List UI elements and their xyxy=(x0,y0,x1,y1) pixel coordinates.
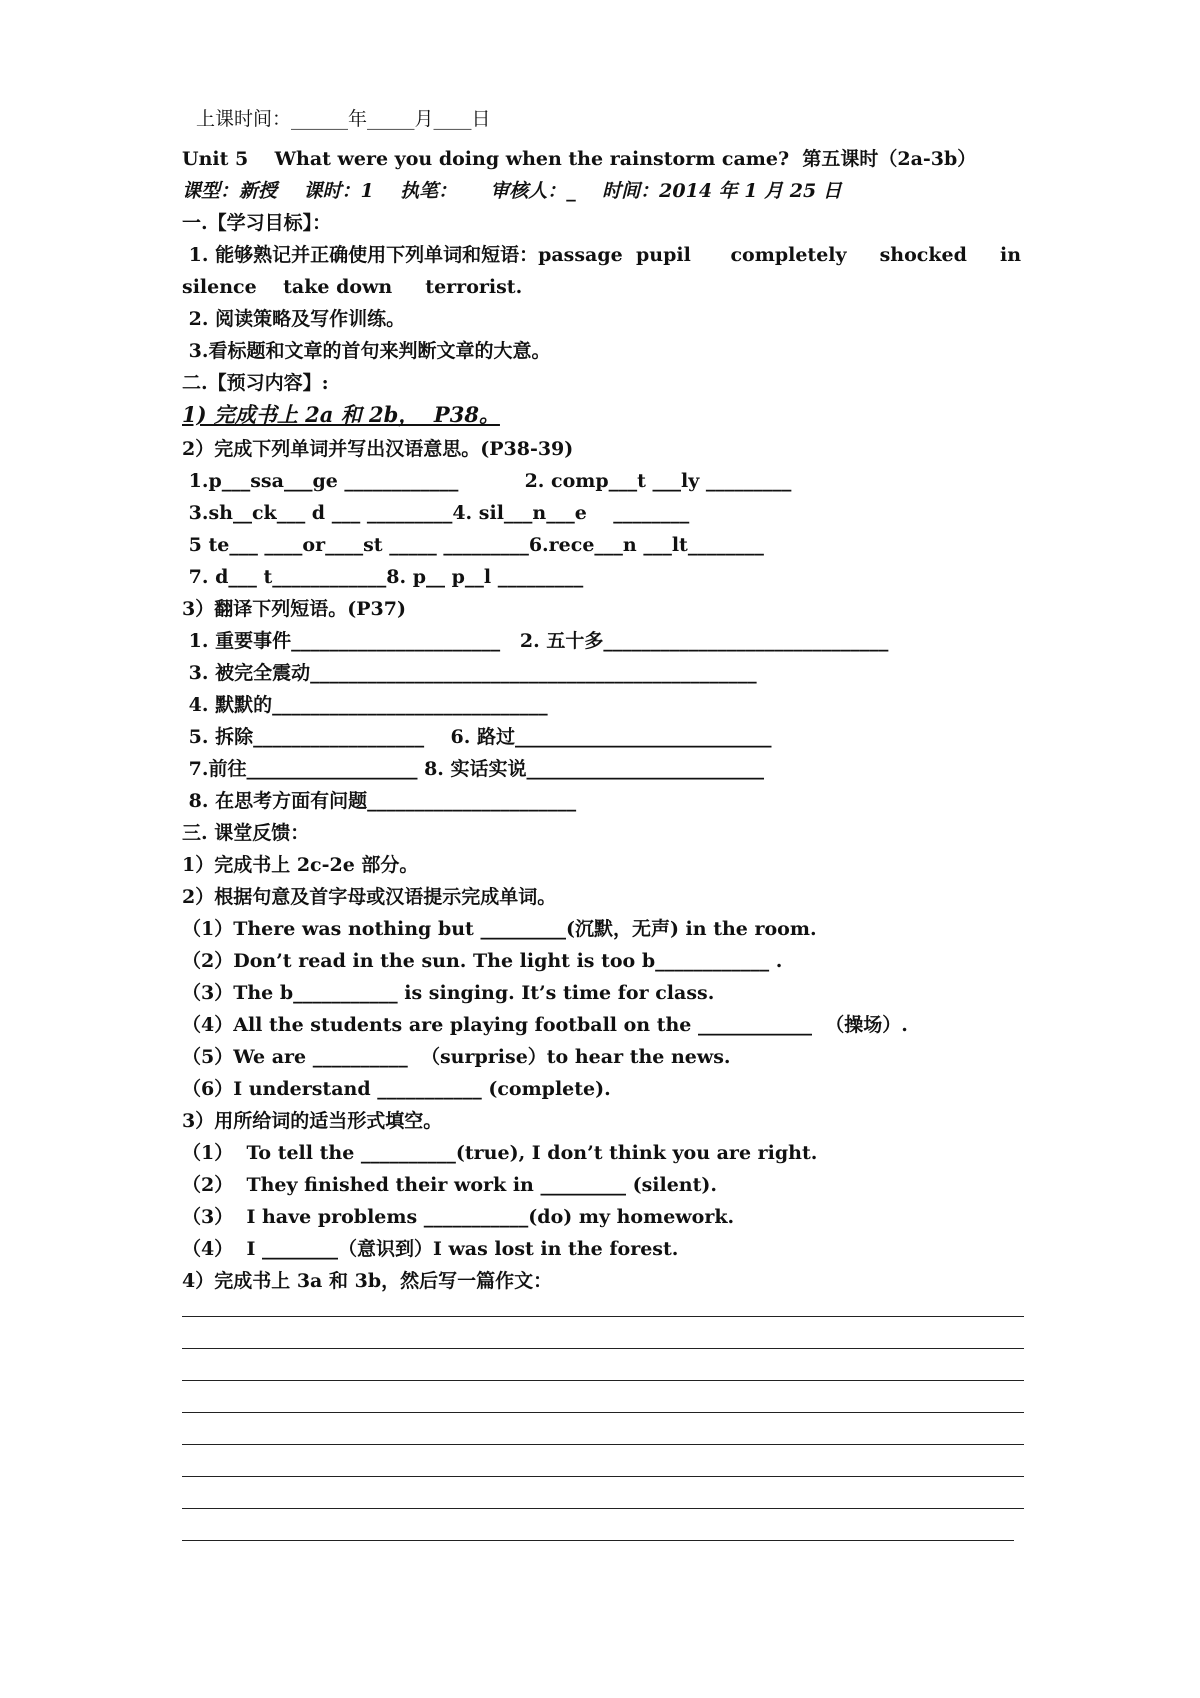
form-item-4: （4） I ________（意识到）I was lost in the forest. xyxy=(182,1238,679,1260)
fill-word-2: （2）Don’t read in the sun. The light is too b____________ . xyxy=(182,950,783,972)
fill-word-3: （3）The b___________ is singing. It’s time for class. xyxy=(182,982,715,1004)
preview-task-3: 3）翻译下列短语。(P37) xyxy=(182,598,406,620)
unit-title: Unit 5 What were you doing when the rainstorm came? 第五课时（2a-3b） xyxy=(182,148,977,170)
writing-line xyxy=(182,1444,1024,1445)
feedback-heading: 三. 课堂反馈： xyxy=(182,822,310,844)
preview-heading: 二.【预习内容】: xyxy=(182,372,329,394)
feedback-task-4: 4）完成书上 3a 和 3b，然后写一篇作文： xyxy=(182,1270,553,1292)
feedback-task-3: 3）用所给词的适当形式填空。 xyxy=(182,1110,443,1132)
phrase-row-3: 4. 默默的_____________________________ xyxy=(182,694,548,716)
form-item-2: （2） They finished their work in _________ (silent). xyxy=(182,1174,717,1196)
writing-line xyxy=(182,1380,1024,1381)
phrase-row-1: 1. 重要事件______________________ 2. 五十多______________________________ xyxy=(182,630,889,652)
goals-heading: 一.【学习目标】： xyxy=(182,212,332,234)
word-row-4: 7. d___ t____________8. p__ p__l _________ xyxy=(182,566,584,588)
preview-task-1: 1) 完成书上 2a 和 2b， P38。 xyxy=(182,402,500,427)
goal-item-2: 2. 阅读策略及写作训练。 xyxy=(182,308,406,330)
writing-line xyxy=(182,1348,1024,1349)
goal-item-3: 3.看标题和文章的首句来判断文章的大意。 xyxy=(182,340,551,362)
lesson-meta: 课型：新授 课时：1 执笔： 审核人：_ 时间：2014 年 1 月 25 日 xyxy=(182,180,842,202)
word-row-3: 5 te___ ____or____st _____ _________6.rece___n ___lt________ xyxy=(182,534,764,556)
word-row-2: 3.sh__ck___ d ___ _________4. sil___n___e ________ xyxy=(182,502,690,524)
fill-word-1: （1）There was nothing but _________(沉默，无声) in the room. xyxy=(182,918,817,940)
fill-word-6: （6）I understand ___________ (complete). xyxy=(182,1078,611,1100)
preview-task-2: 2）完成下列单词并写出汉语意思。(P38-39) xyxy=(182,438,574,460)
fill-word-5: （5）We are __________ （surprise）to hear the news. xyxy=(182,1046,731,1068)
form-item-3: （3） I have problems ___________(do) my homework. xyxy=(182,1206,735,1228)
word-row-1: 1.p___ssa___ge ____________ 2. comp___t ___ly _________ xyxy=(182,470,792,492)
goal-item-1-line-2: silence take down terrorist. xyxy=(182,276,523,298)
form-item-1: （1） To tell the __________(true), I don’t think you are right. xyxy=(182,1142,818,1164)
writing-line xyxy=(182,1476,1024,1477)
goal-item-1-line-1: 1. 能够熟记并正确使用下列单词和短语：passage pupil completely shocked in xyxy=(182,244,1022,266)
writing-line xyxy=(182,1540,1014,1541)
phrase-row-4: 5. 拆除__________________ 6. 路过___________________________ xyxy=(182,726,772,748)
class-time: 上课时间：______年_____月____日 xyxy=(196,108,491,130)
phrase-row-6: 8. 在思考方面有问题______________________ xyxy=(182,790,577,812)
writing-line xyxy=(182,1316,1024,1317)
feedback-task-1: 1）完成书上 2c-2e 部分。 xyxy=(182,854,419,876)
fill-word-4: （4）All the students are playing football on the ____________ （操场）. xyxy=(182,1014,908,1036)
writing-line xyxy=(182,1508,1024,1509)
feedback-task-2: 2）根据句意及首字母或汉语提示完成单词。 xyxy=(182,886,557,908)
phrase-row-5: 7.前往__________________ 8. 实话实说_________________________ xyxy=(182,758,765,780)
phrase-row-2: 3. 被完全震动_______________________________________________ xyxy=(182,662,757,684)
writing-line xyxy=(182,1412,1024,1413)
